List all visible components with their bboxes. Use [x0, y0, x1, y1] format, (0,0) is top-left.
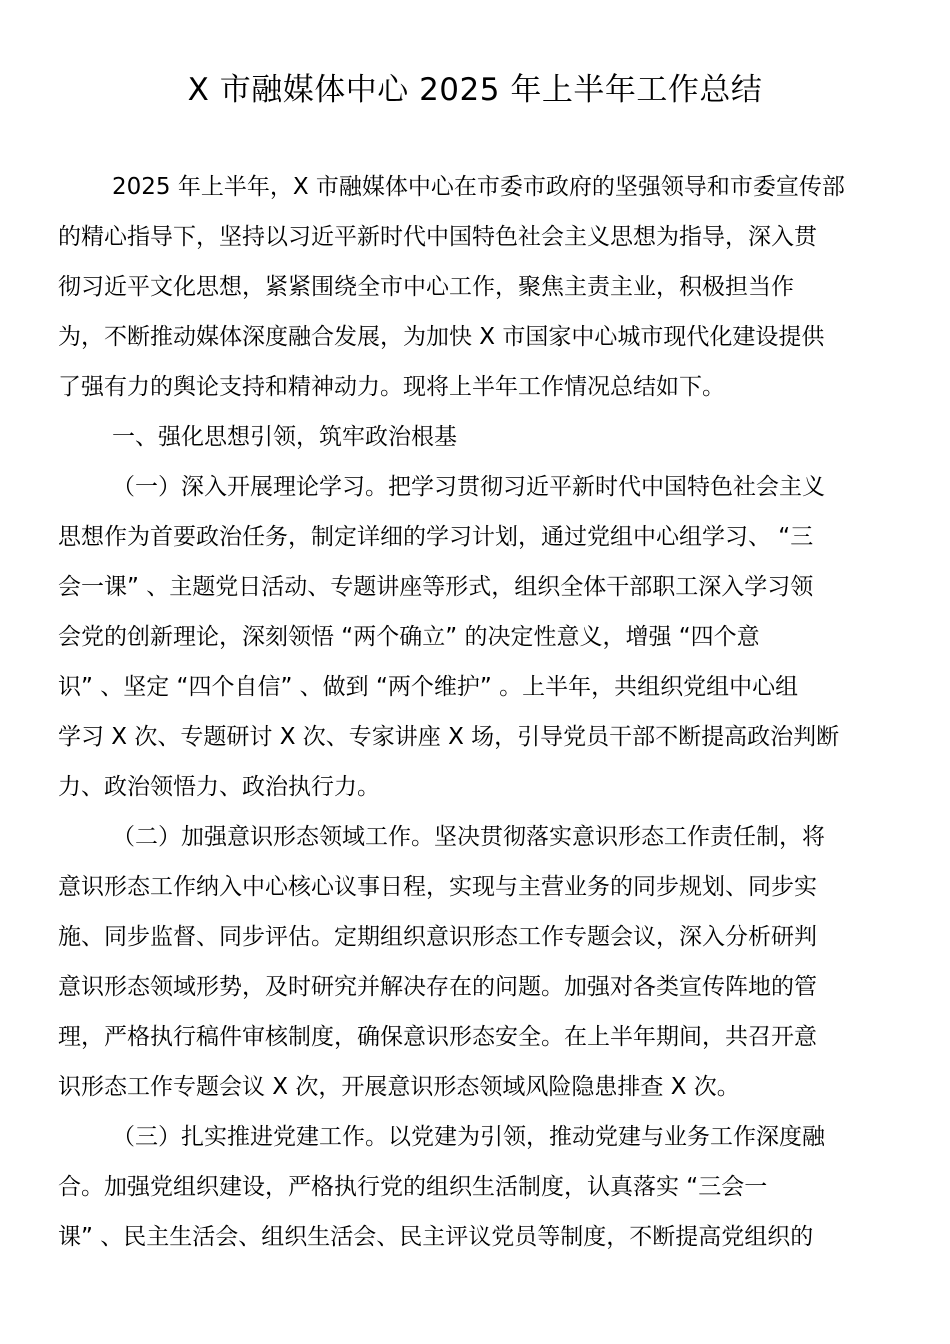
- text-line: 理，严格执行稿件审核制度，确保意识形态安全。在上半年期间，共召开意: [58, 1024, 817, 1050]
- text-line: 力、政治领悟力、政治执行力。: [58, 774, 380, 800]
- text-line: 一、强化思想引领，筑牢政治根基: [112, 424, 457, 450]
- text-line: 意识形态领域形势，及时研究并解决存在的问题。加强对各类宣传阵地的管: [58, 974, 817, 1000]
- text-line: 会一课” 、主题党日活动、专题讲座等形式，组织全体干部职工深入学习领: [58, 574, 814, 600]
- text-line: （一）深入开展理论学习。把学习贯彻习近平新时代中国特色社会主义: [112, 474, 825, 500]
- text-line: （三）扎实推进党建工作。以党建为引领，推动党建与业务工作深度融: [112, 1124, 825, 1150]
- text-line: （二）加强意识形态领域工作。坚决贯彻落实意识形态工作责任制，将: [112, 824, 825, 850]
- text-line: 了强有力的舆论支持和精神动力。现将上半年工作情况总结如下。: [58, 374, 725, 400]
- text-line: 2025 年上半年，X 市融媒体中心在市委市政府的坚强领导和市委宣传部: [112, 174, 845, 200]
- text-line: 的精心指导下，坚持以习近平新时代中国特色社会主义思想为指导，深入贯: [58, 224, 817, 250]
- text-line: 彻习近平文化思想，紧紧围绕全市中心工作，聚焦主责主业，积极担当作: [58, 274, 794, 300]
- document-title: X 市融媒体中心 2025 年上半年工作总结: [187, 72, 763, 108]
- text-line: 合。加强党组织建设，严格执行党的组织生活制度，认真落实 “三会一: [58, 1174, 768, 1200]
- text-line: 会党的创新理论，深刻领悟 “两个确立” 的决定性意义，增强 “四个意: [58, 624, 760, 650]
- text-line: 意识形态工作纳入中心核心议事日程，实现与主营业务的同步规划、同步实: [58, 874, 817, 900]
- text-line: 施、同步监督、同步评估。定期组织意识形态工作专题会议，深入分析研判: [58, 924, 817, 950]
- document-body: [58, 162, 892, 1262]
- text-line: 课” 、民主生活会、组织生活会、民主评议党员等制度，不断提高党组织的: [58, 1224, 814, 1250]
- text-line: 为，不断推动媒体深度融合发展，为加快 X 市国家中心城市现代化建设提供: [58, 324, 825, 350]
- text-line: 识形态工作专题会议 X 次，开展意识形态领域风险隐患排查 X 次。: [58, 1074, 740, 1100]
- text-line: 学习 X 次、专题研讨 X 次、专家讲座 X 场，引导党员干部不断提高政治判断: [58, 724, 840, 750]
- text-line: 识” 、坚定 “四个自信” 、做到 “两个维护” 。上半年，共组织党组中心组: [58, 674, 799, 700]
- text-line: 思想作为首要政治任务，制定详细的学习计划，通过党组中心组学习、 “三: [58, 524, 814, 550]
